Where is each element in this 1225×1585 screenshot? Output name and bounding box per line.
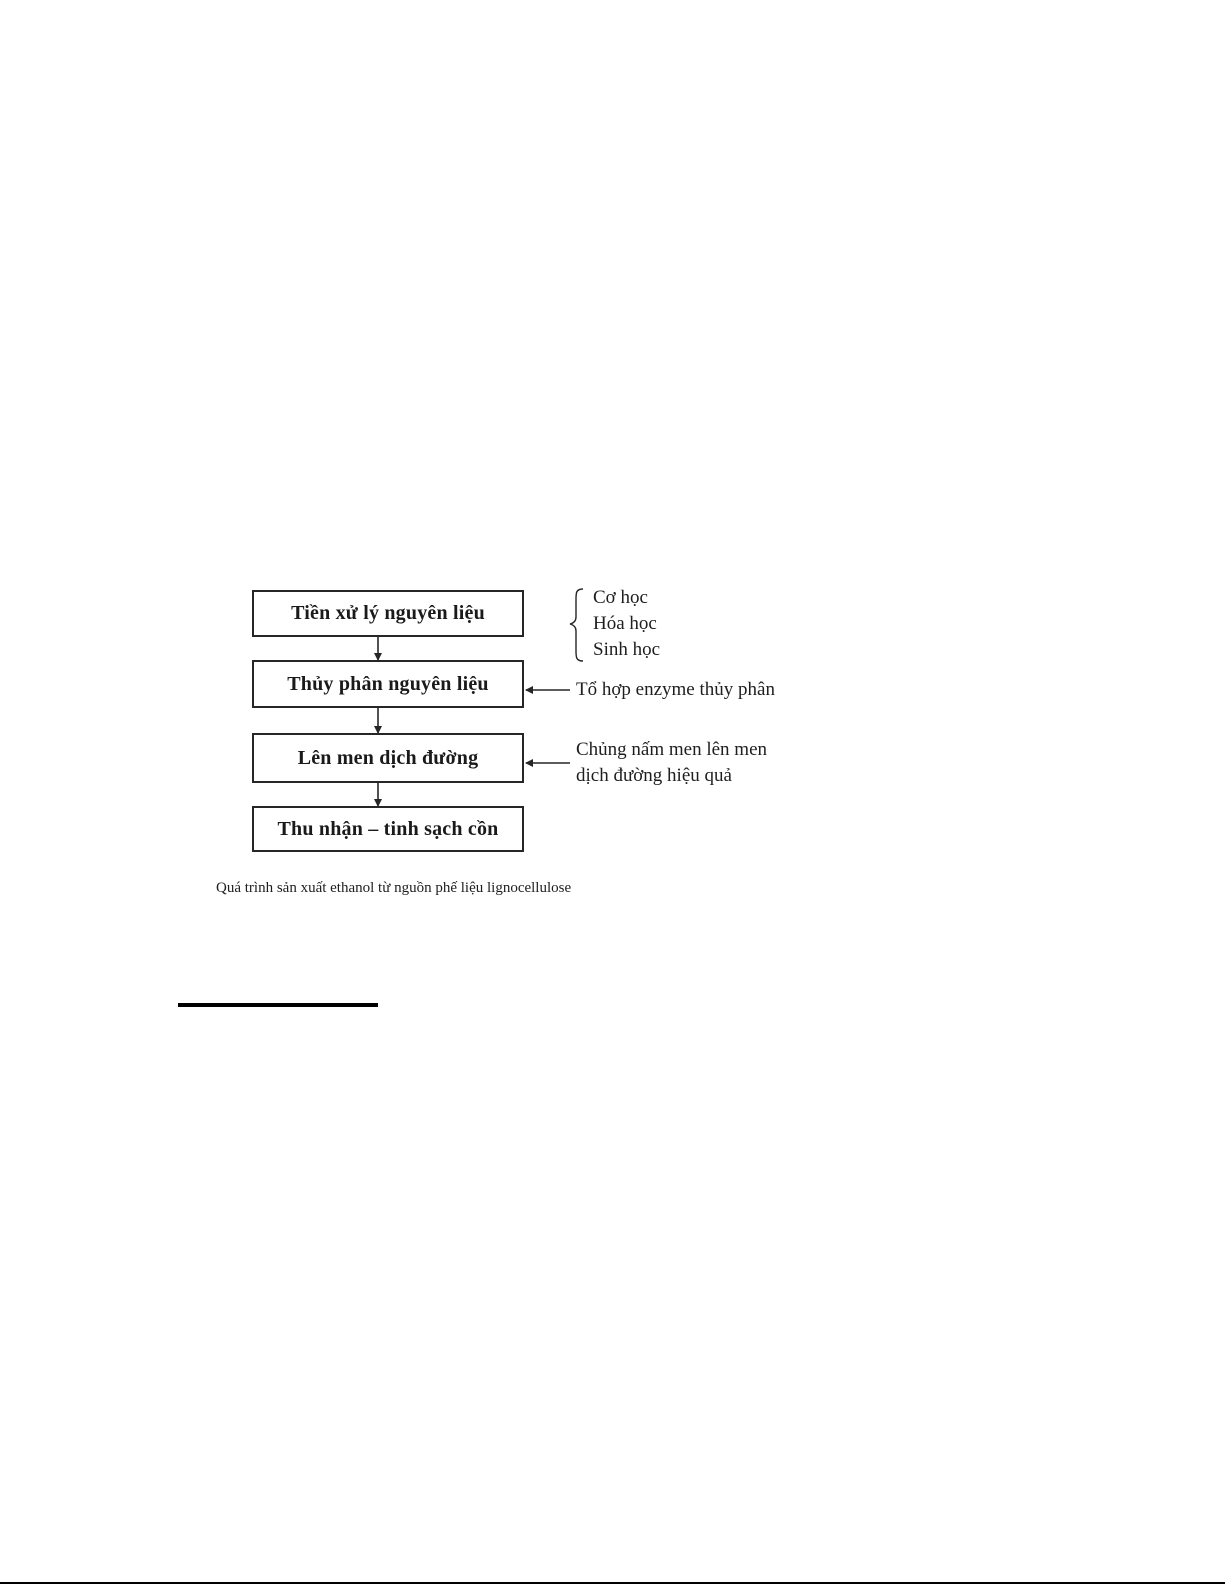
- figure-caption: Quá trình sản xuất ethanol từ nguồn phế liệu lignocellulose: [216, 880, 572, 896]
- step-recovery-label: Thu nhận – tinh sạch cồn: [277, 817, 499, 840]
- step-recovery-box: [252, 806, 524, 852]
- step-pretreatment-box: [252, 590, 524, 637]
- step-hydrolysis-label: Thủy phân nguyên liệu: [287, 672, 489, 695]
- method-chemical: Hóa học: [593, 613, 657, 634]
- method-mechanical: Cơ học: [593, 587, 648, 608]
- footnote-rule: [178, 1003, 378, 1007]
- step-hydrolysis-box: [252, 660, 524, 708]
- curly-brace-icon: [570, 589, 583, 661]
- step-pretreatment-label: Tiền xử lý nguyên liệu: [291, 602, 485, 624]
- step-fermentation-label: Lên men dịch đường: [297, 746, 479, 769]
- step-fermentation-box: [252, 733, 524, 783]
- enzyme-input-label: Tổ hợp enzyme thủy phân: [576, 679, 775, 700]
- yeast-input-line1: Chủng nấm men lên men: [576, 739, 768, 760]
- method-biological: Sinh học: [593, 639, 661, 660]
- page-bottom-border: [0, 1582, 1225, 1584]
- yeast-input-label: [576, 737, 767, 789]
- yeast-input-line2: dịch đường hiệu quả: [576, 765, 732, 786]
- pretreatment-methods-list: [593, 585, 660, 663]
